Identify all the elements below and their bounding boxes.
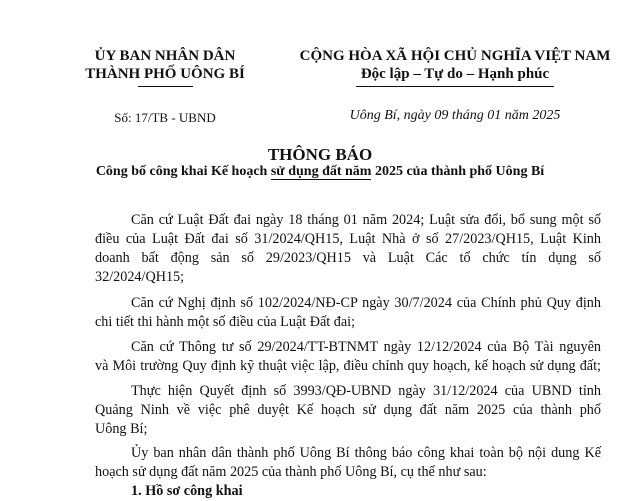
agency-underline [138, 86, 193, 87]
paragraph-1-line-1: Căn cứ Luật Đất đai ngày 18 tháng 01 năm 2024; Luật sửa đổi, bổ sung một số [131, 212, 601, 228]
subtitle-part-1: Công bố công khai Kế hoạch [95, 164, 271, 179]
national-motto: Độc lập – Tự do – Hạnh phúc [360, 66, 550, 82]
paragraph-1-line-4: 32/2024/QH15; [95, 269, 185, 285]
document-date: Uông Bí, ngày 09 tháng 01 năm 2025 [349, 108, 561, 123]
paragraph-2-line-1: Căn cứ Nghị định số 102/2024/NĐ-CP ngày 30/7/2024 của Chính phủ Quy định [131, 295, 601, 311]
section-1-heading: 1. Hồ sơ công khai [131, 483, 243, 499]
subtitle-part-3: 2025 của thành phố Uông Bí [371, 164, 545, 179]
paragraph-4-line-2: Quảng Ninh về việc phê duyệt Kế hoạch sử dụng đất năm 2025 của thành phố [95, 402, 601, 418]
document-subtitle [0, 164, 640, 180]
paragraph-5-line-2: hoạch sử dụng đất năm 2025 của thành phố Uông Bí, cụ thể như sau: [95, 464, 487, 480]
document-title: THÔNG BÁO [267, 145, 373, 164]
subtitle-part-2: sử dụng đất năm [270, 164, 372, 179]
national-title: CỘNG HÒA XÃ HỘI CHỦ NGHĨA VIỆT NAM [299, 48, 611, 64]
paragraph-4-line-1: Thực hiện Quyết định số 3993/QĐ-UBND ngày 31/12/2024 của UBND tỉnh [131, 383, 601, 399]
paragraph-1-line-2: điều của Luật Đất đai số 31/2024/QH15, Luật Nhà ở số 27/2023/QH15, Luật Kinh [95, 231, 601, 247]
paragraph-2-line-2: chi tiết thi hành một số điều của Luật Đất đai; [95, 314, 356, 330]
motto-underline [356, 86, 554, 87]
paragraph-1-line-3: doanh bất động sản số 29/2023/QH15 và Luật Các tổ chức tín dụng số [95, 250, 601, 266]
paragraph-5-line-1: Ủy ban nhân dân thành phố Uông Bí thông báo công khai toàn bộ nội dung Kế [131, 445, 601, 461]
paragraph-4-line-3: Uông Bí; [95, 421, 148, 437]
document-number: Số: 17/TB - UBND [114, 110, 216, 125]
paragraph-3-line-1: Căn cứ Thông tư số 29/2024/TT-BTNMT ngày 12/12/2024 của Bộ Tài nguyên [131, 339, 601, 355]
paragraph-3-line-2: và Môi trường Quy định kỹ thuật việc lập, điều chỉnh quy hoạch, kế hoạch sử dụng đất; [95, 358, 601, 374]
agency-name-line1: ỦY BAN NHÂN DÂN [94, 48, 236, 64]
agency-name-line2: THÀNH PHỐ UÔNG BÍ [85, 66, 245, 82]
